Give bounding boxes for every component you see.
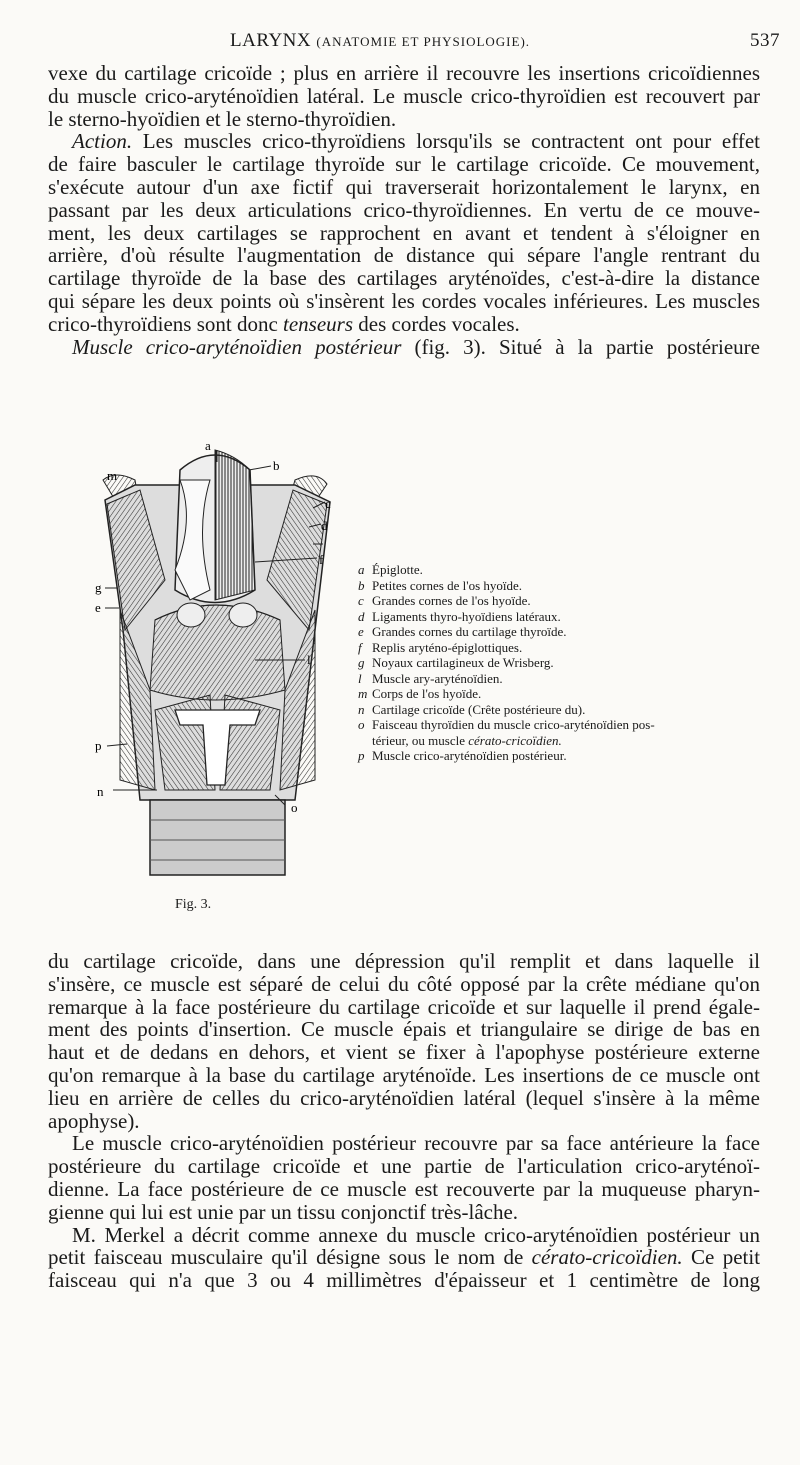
text-line: lieu en arrière de celles du crico-aryténoïdien latéral (lequel s'insère à la même [48,1085,760,1110]
action-line: Action. Les muscles crico-thyroïdiens lorsqu'ils se contractent ont pour effet [72,129,760,154]
figure-label-g: g [95,580,102,595]
figure-label-n: n [97,784,104,799]
text-line: postérieure du cartilage cricoïde et une partie de l'articulation crico-aryténoï- [48,1154,760,1179]
figure-label-o: o [291,800,298,815]
text-line: faisceau qui n'a que 3 ou 4 millimètres d'épaisseur et 1 centimètre de long [48,1268,760,1293]
text-line: ment, les deux cartilages se rapprochent en avant et tendent à s'éloigner en [48,220,760,245]
text-line: crico-thyroïdiens sont donc tenseurs des cordes vocales. [48,311,520,336]
text-line: haut et de dedans en dehors, et vient se fixer à l'apophyse postérieure externe [48,1040,760,1065]
running-header [60,30,780,56]
text-line: apophyse). [48,1108,140,1133]
legend-item: c Grandes cornes de l'os hyoïde. [358,593,531,608]
muscle-heading-line: Muscle crico-aryténoïdien postérieur (fig. 3). Situé à la partie postérieure [72,334,760,359]
top-text-block [48,62,760,358]
text-line: M. Merkel a décrit comme annexe du muscle crico-aryténoïdien postérieur un [72,1222,760,1247]
legend-item: d Ligaments thyro-hyoïdiens latéraux. [358,608,561,624]
larynx-illustration [95,440,340,880]
legend-item: m Corps de l'os hyoïde. [358,686,482,701]
figure-label-c: c [325,496,331,511]
page-number: 537 [750,30,780,51]
legend-item: e Grandes cornes du cartilage thyroïde. [358,624,567,639]
legend-item: g Noyaux cartilagineux de Wrisberg. [358,655,554,670]
text-line: vexe du cartilage cricoïde ; plus en arrière il recouvre les insertions cricoïdiennes [48,61,760,85]
figure-label-a: a [205,440,211,453]
text-line: arrière, d'où résulte l'augmentation de distance qui sépare l'angle rentrant du [48,243,760,268]
text-line: ment des points d'insertion. Ce muscle épais et triangulaire se dirige de bas en [48,1017,760,1042]
text-line: dienne. La face postérieure de ce muscle est recouverte par la muqueuse pharyn- [48,1176,760,1201]
figure-label-e: e [95,600,101,615]
figure-caption: Fig. 3. [175,897,212,912]
legend-item-continuation: térieur, ou muscle cérato-cricoïdien. [372,732,562,748]
text-line: Le muscle crico-aryténoïdien postérieur recouvre par sa face antérieure la face [72,1131,760,1156]
legend-item: f Replis aryténo-épiglottiques. [358,639,523,655]
text-line: s'exécute autour d'un axe fictif qui traverserait horizontalement le larynx, en [48,174,760,199]
text-line: s'insère, ce muscle est séparé de celui du côté opposé par la crête médiane qu'on [48,971,760,996]
figure-legend [358,562,768,764]
text-line: le sterno-hyoïdien et le sterno-thyroïdien. [48,106,397,131]
text-line: remarque à la face postérieure du cartilage cricoïde et sur laquelle il prend égale- [48,994,760,1019]
text-line: cartilage thyroïde de la base des cartilages aryténoïdes, c'est-à-dire la distance [48,266,760,291]
text-line: du muscle crico-aryténoïdien latéral. Le muscle crico-thyroïdien est recouvert par [48,83,760,108]
larynx-figure [95,440,340,880]
figure-label-d: d [321,518,328,533]
legend-item: o Faisceau thyroïdien du muscle crico-aryténoïdien pos- [358,717,655,732]
legend-item: l Muscle ary-aryténoïdien. [358,670,503,686]
text-line: qui sépare les deux points où s'insèrent les cordes vocales inférieures. Les muscles [48,288,760,313]
muscle-heading: Muscle crico-aryténoïdien postérieur [72,334,402,359]
bottom-text-block [48,950,760,1292]
legend-item: a Épiglotte. [358,562,423,577]
figure-label-b: b [273,458,280,473]
figure-label-p: p [95,738,102,753]
figure-label-m: m [107,468,118,483]
text-line: passant par les deux articulations crico-thyroïdiennes. En vertu de ce mouve- [48,197,760,222]
text-line: du cartilage cricoïde, dans une dépression qu'il remplit et dans laquelle il [48,949,760,973]
text-line: de faire basculer le cartilage thyroïde sur le cartilage cricoïde. Ce mouvement, [48,152,760,177]
text-line: gienne qui lui est unie par un tissu conjonctif très-lâche. [48,1199,519,1224]
figure-label-f: f [319,552,324,567]
legend-item: p Muscle crico-aryténoïdien postérieur. [358,748,567,763]
figure-label-l: l [307,652,311,667]
action-heading: Action. [72,129,133,154]
legend-item: n Cartilage cricoïde (Crête postérieure du). [358,701,586,717]
legend-item: b Petites cornes de l'os hyoïde. [358,577,523,593]
header-title: LARYNX (ANATOMIE ET PHYSIOLOGIE). [230,30,531,51]
text-line: petit faisceau musculaire qu'il désigne sous le nom de cérato-cricoïdien. Ce petit [48,1245,761,1270]
text-line: qu'on remarque à la base du cartilage aryténoïde. Les insertions de ce muscle ont [48,1062,760,1087]
